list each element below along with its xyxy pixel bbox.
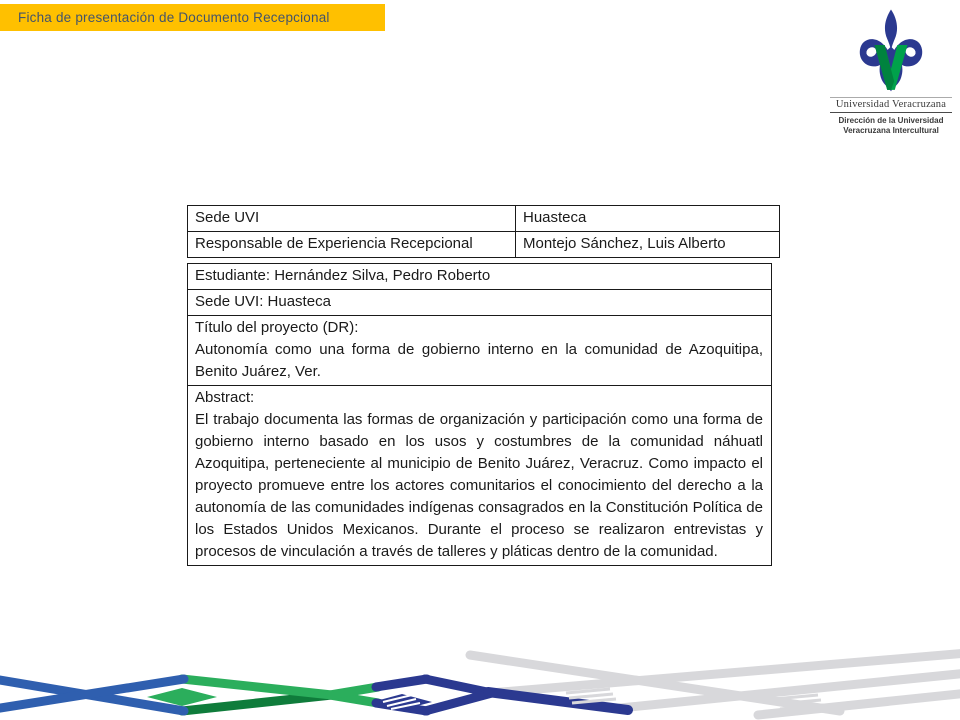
student-cell: Estudiante: Hernández Silva, Pedro Roberto (188, 264, 772, 290)
project-title-label: Título del proyecto (DR): (195, 319, 359, 336)
logo-division-line1: Dirección de la Universidad (838, 116, 944, 125)
logo-division-line2: Veracruzana Intercultural (843, 126, 939, 135)
info-value: Huasteca (516, 206, 780, 232)
logo-institution-name: Universidad Veracruzana (830, 97, 952, 113)
abstract-text: El trabajo documenta las formas de organización y participación como una forma de gobierno interno basado en los usos y costumbres de la comunidad náhuatl Azoquitipa, perteneciente al municipio de Benito Juárez, Veracruz. Como impacto el proyecto promueve entre los actores comunitarios el conocimiento del derecho a la autonomía de las comunidades indígenas consagrados en la Constitución Política de los Estados Unidos Mexicanos. Durante el proceso se realizaron entrevistas y procesos de vinculación a través de talleres y pláticas dentro de la comunidad. (195, 411, 763, 560)
table-row (188, 290, 772, 316)
table-row (188, 264, 772, 290)
table-row (188, 232, 780, 258)
info-label: Responsable de Experiencia Recepcional (188, 232, 516, 258)
project-title-cell (188, 316, 772, 386)
abstract-label: Abstract: (195, 389, 255, 406)
table-row (188, 206, 780, 232)
project-title-text: Autonomía como una forma de gobierno interno en la comunidad de Azoquitipa, Benito Juárez, Ver. (195, 341, 763, 380)
table-row (188, 386, 772, 566)
abstract-cell (188, 386, 772, 566)
uv-fleur-de-lis-icon (853, 8, 929, 96)
slide-title-banner: Ficha de presentación de Documento Recepcional (0, 4, 385, 31)
sede-cell: Sede UVI: Huasteca (188, 290, 772, 316)
info-label: Sede UVI (188, 206, 516, 232)
info-table (187, 205, 780, 258)
info-value: Montejo Sánchez, Luis Alberto (516, 232, 780, 258)
ribbon-footer-decoration (0, 645, 960, 720)
detail-table (187, 263, 772, 566)
university-logo (828, 8, 954, 136)
table-row (188, 316, 772, 386)
